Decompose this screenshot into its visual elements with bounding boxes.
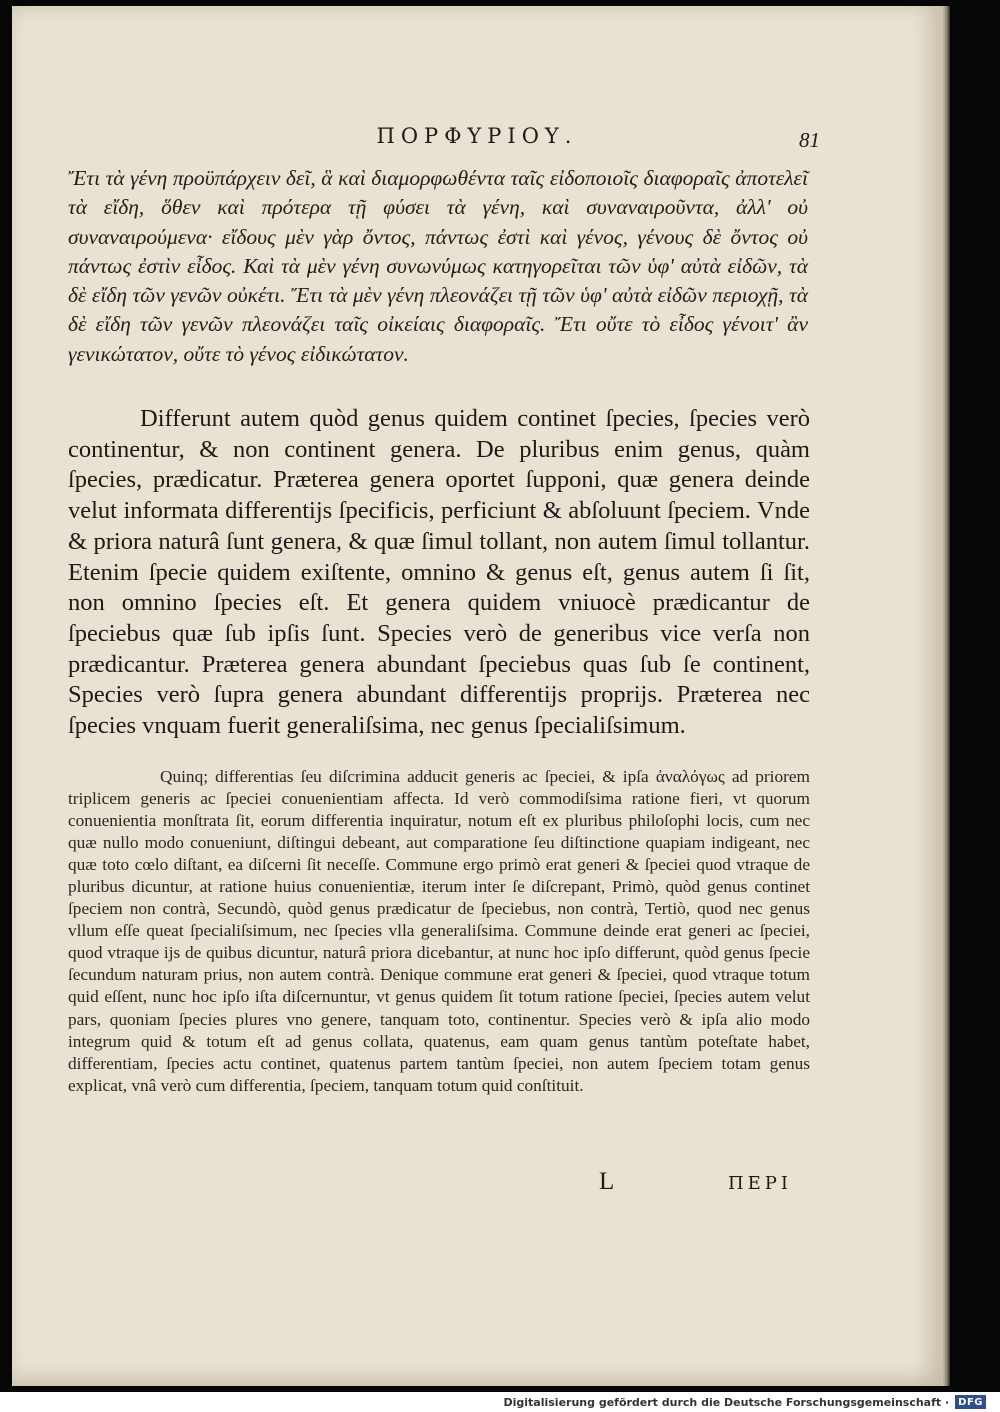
page-number: 81 <box>799 128 820 152</box>
dfg-logo-icon[interactable]: DFG <box>955 1395 986 1409</box>
commentary-paragraph: Quinq; differentias ſeu diſcrimina adducit generis ac ſpeciei, & ipſa ἀναλόγως ad priorem triplicem generis ac ſpeciei conuenientiam affecta. Id verò commodiſsima ratione fieri, vt quorum conuenientia monſtrata ſit, eorum differentia inquiratur, notum eſt ex pluribus philoſophi locis, cum nec quæ nullo modo conueniunt, diſtingui debeant, aut comparatione ſeu diſtinctione quapiam indigeant, nec quæ toto cœlo diſtant, ea diſcerni ſit neceſſe. Commune ergo primò erat generi & ſpeciei quod vtraque de pluribus dicuntur, at ratione huius conuenientiæ, iterum inter ſe diſcrepant, Primò, quòd genus continet ſpeciem non contrà, Secundò, quòd genus prædicatur de ſpeciebus, non contrà, Tertiò, quod nec genus vllum eſſe queat ſpecialiſsimum, nec ſpecies vlla generaliſsima. Commune deinde erat generi ac ſpeciei, quod vtraque ijs de quibus dicuntur, naturâ priora dicebantur, at nunc hoc ipſo differunt, quòd genus ſpecie ſecundum naturam prius, non autem contrà. Denique commune erat generi & ſpeciei, quod vtraque totum quid eſſent, nunc hoc ipſo iſta diſcernuntur, vt genus quidem ſit totum ratione ſpeciei, ſpecies autem velut pars, quoniam ſpecies plures vno genere, tanquam toto, continentur. Species verò & ipſa alio modo integrum quid & totum eſt ad genus collata, quatenus, eam quam genus tantùm poteſtate habet, differentiam, ſpecies actu continet, quatenus partem tantùm ſpeciei, non autem ſpeciem totam genus explicat, vnâ verò cum differentia, ſpeciem, tanquam totum quid conſtituit. <box>68 767 810 1095</box>
catchword: ΠΕΡΙ <box>727 1173 792 1194</box>
running-head: ΠΟΡΦΥΡΙΟΥ. <box>376 124 578 148</box>
greek-text-block: Ἔτι τὰ γένη προϋπάρχειν δεῖ, ἃ καὶ διαμορφωθέντα ταῖς εἰδοποιοῖς διαφοραῖς ἀποτελεῖ τὰ εἴδη, ὅθεν καὶ πρότερα τῇ φύσει τὰ γένη, καὶ συναναιροῦντα, ἀλλ' οὐ συναναιρούμενα· εἴδους μὲν γὰρ ὄντος, πάντως ἐστὶ καὶ γένος, γένους δὲ ὄντος οὐ πάντως ἐστὶν εἶδος. Καὶ τὰ μὲν γένη συνωνύμως κατηγορεῖται τῶν ὑφ' αὐτὰ εἰδῶν, τὰ δὲ εἴδη τῶν γενῶν οὐκέτι. Ἔτι τὰ μὲν γένη πλεονάζει τῇ τῶν ὑφ' αὐτὰ εἰδῶν περιοχῇ, τὰ δὲ εἴδη τῶν γενῶν πλεονάζει ταῖς οἰκείαις διαφοραῖς. Ἔτι οὔτε τὸ εἶδος γένοιτ' ἂν γενικώτατον, οὔτε τὸ γένος εἰδικώτατον. <box>68 166 808 366</box>
commentary-block <box>68 766 810 1097</box>
latin-paragraph: Differunt autem quòd genus quidem continet ſpecies, ſpecies verò continentur, & non continent genera. De pluribus enim genus, quàm ſpecies, prædicatur. Præterea genera oportet ſupponi, quæ genera deinde velut informata differentijs ſpecificis, perficiunt & abſoluunt ſpeciem. Vnde & priora naturâ ſunt genera, & quæ ſimul tollant, non autem ſimul tollantur. Etenim ſpecie quidem exiſtente, omnino & genus eſt, genus autem ſi ſit, non omnino ſpecies eſt. Et genera quidem vniuocè prædicantur de ſpeciebus quæ ſub ipſis ſunt. Species verò de generibus vice verſa non prædicantur. Præterea genera abundant ſpeciebus quas ſub ſe continent, Species verò ſupra genera abundant differentijs proprijs. Præterea nec ſpecies vnquam fuerit generaliſsima, nec genus ſpecialiſsimum. <box>68 405 810 740</box>
signature-mark: L <box>599 1168 615 1195</box>
funding-credit: Digitalisierung gefördert durch die Deutsche Forschungsgemeinschaft · <box>503 1395 950 1409</box>
latin-translation-block <box>68 404 810 742</box>
page-edge <box>942 6 950 1386</box>
footer-bar <box>0 1392 1000 1412</box>
book-page <box>12 6 942 1386</box>
